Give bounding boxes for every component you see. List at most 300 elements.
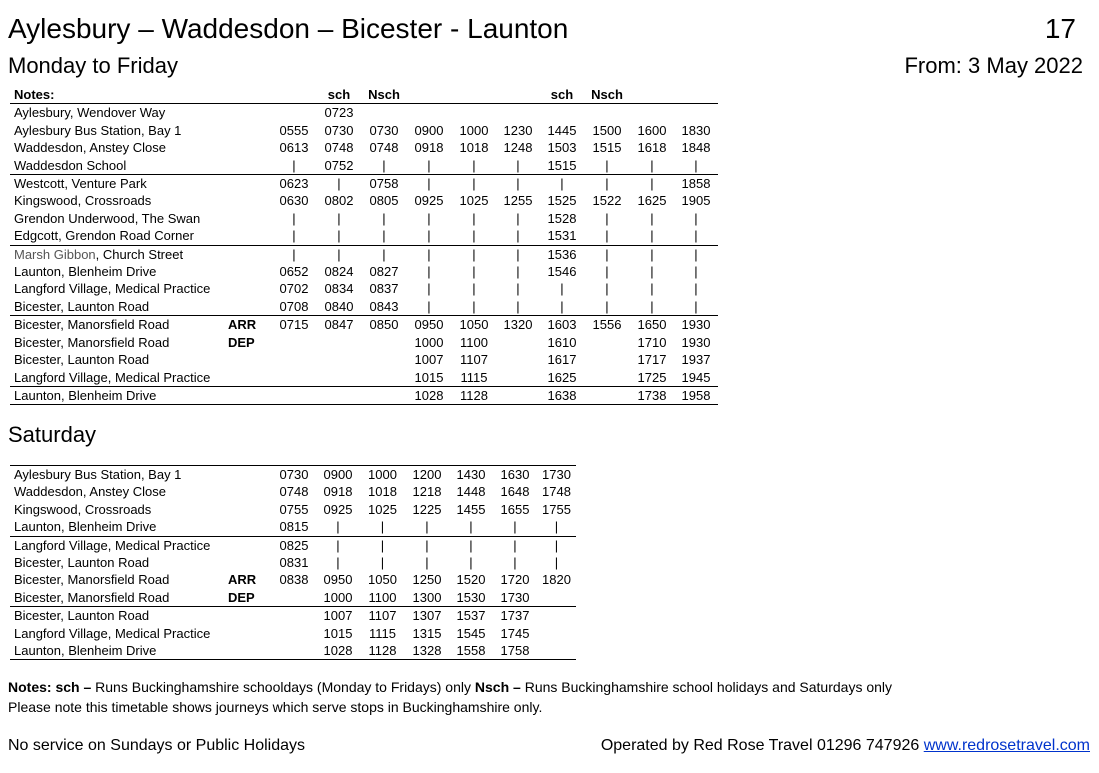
route-number: 17 <box>1044 13 1076 44</box>
stop-name: Langford Village, Medical Practice <box>14 625 211 641</box>
departure-time: 1556 <box>584 316 630 334</box>
departure-time: 1937 <box>681 352 711 368</box>
departure-time: 1830 <box>681 122 711 138</box>
departure-time: 1248 <box>503 140 533 156</box>
departure-time: 0918 <box>414 140 444 156</box>
departure-time: | <box>605 298 609 314</box>
departure-time: 0825 <box>272 536 316 554</box>
departure-time: 0723 <box>324 105 354 121</box>
departure-time: 1100 <box>368 589 397 605</box>
no-service-note: No service on Sundays or Public Holidays <box>8 737 306 754</box>
departure-time: 1625 <box>547 369 577 385</box>
departure-time: | <box>406 175 452 193</box>
stop-name: Waddesdon, Anstey Close <box>14 484 166 500</box>
journey-code <box>406 86 452 104</box>
departure-time: 1028 <box>316 642 360 660</box>
departure-time <box>272 334 316 351</box>
departure-time: 1522 <box>592 193 622 209</box>
arr-dep-marker <box>228 483 272 500</box>
notes-header-row <box>10 86 718 104</box>
departure-time: 1225 <box>412 501 442 517</box>
sch-code: sch – <box>55 679 92 695</box>
arr-dep-marker <box>228 554 272 571</box>
stop-name: Bicester, Launton Road <box>14 352 150 368</box>
arr-dep-marker <box>228 122 272 139</box>
timetable-row <box>10 501 576 518</box>
departure-time: 1500 <box>592 122 622 138</box>
saturday-heading: Saturday <box>8 422 97 447</box>
departure-time: | <box>554 555 559 571</box>
departure-time: | <box>316 245 362 263</box>
departure-time: | <box>427 210 431 226</box>
departure-time: 0748 <box>324 140 354 156</box>
departure-time <box>272 104 316 122</box>
stop-name: Langford Village, Medical Practice <box>10 536 228 554</box>
departure-time: | <box>449 536 493 554</box>
departure-time <box>496 351 540 368</box>
stop-name: Bicester, Launton Road <box>10 607 228 625</box>
departure-time: 0613 <box>279 140 309 156</box>
arr-dep-marker: DEP <box>228 589 255 605</box>
departure-time <box>362 351 406 368</box>
departure-time: | <box>472 264 476 280</box>
stop-name: Aylesbury Bus Station, Bay 1 <box>10 466 228 484</box>
departure-time <box>452 104 496 122</box>
departure-time: 1610 <box>547 334 577 350</box>
departure-time: 1200 <box>405 466 449 484</box>
departure-time: | <box>472 281 476 297</box>
arr-dep-header <box>228 86 272 104</box>
departure-time: | <box>605 228 609 244</box>
departure-time: | <box>605 210 609 226</box>
departure-time: 1015 <box>414 369 444 385</box>
departure-time: | <box>516 157 520 173</box>
saturday-timetable <box>10 465 576 660</box>
notes-label: Notes: <box>8 679 52 695</box>
departure-time: | <box>272 245 316 263</box>
stop-name: Bicester, Manorsfield Road <box>14 572 170 588</box>
departure-time <box>406 104 452 122</box>
departure-time: | <box>694 264 698 280</box>
effective-date: From: 3 May 2022 <box>904 53 1083 78</box>
departure-time: | <box>650 298 654 314</box>
departure-time: 1730 <box>537 466 576 484</box>
departure-time: 1015 <box>323 625 353 641</box>
arr-dep-marker <box>228 227 272 245</box>
stop-name-street: , Church Street <box>95 246 184 262</box>
departure-time: 0802 <box>324 193 354 209</box>
departure-time: | <box>694 210 698 226</box>
departure-time: 1050 <box>452 316 496 334</box>
departure-time <box>496 104 540 122</box>
timetable-row <box>10 334 718 351</box>
departure-time: | <box>537 536 576 554</box>
departure-time: 0748 <box>279 484 309 500</box>
departure-time: 1515 <box>547 157 577 173</box>
departure-time: | <box>496 245 540 263</box>
weekday-timetable <box>10 86 718 405</box>
departure-time: | <box>605 281 609 297</box>
timetable-row <box>10 571 576 588</box>
departure-time: 1107 <box>460 352 488 368</box>
departure-time <box>362 104 406 122</box>
departure-time: 1730 <box>500 589 530 605</box>
departure-time: 1503 <box>547 140 577 156</box>
departure-time: | <box>427 264 431 280</box>
departure-time: 0730 <box>324 122 354 138</box>
departure-time: 1618 <box>637 140 667 156</box>
stop-name: Aylesbury Bus Station, Bay 1 <box>14 122 182 138</box>
arr-dep-marker <box>228 607 272 625</box>
departure-time: 1710 <box>637 334 667 350</box>
departure-time: 1000 <box>414 334 444 350</box>
departure-time: | <box>493 536 537 554</box>
departure-time: 0748 <box>369 140 399 156</box>
departure-time: | <box>382 157 386 173</box>
departure-time: 0715 <box>272 316 316 334</box>
departure-time: 0925 <box>323 501 353 517</box>
arr-dep-marker <box>228 263 272 280</box>
departure-time <box>496 369 540 387</box>
departure-time: 1748 <box>542 484 571 500</box>
arr-dep-marker <box>228 175 272 193</box>
departure-time: | <box>694 228 698 244</box>
weekday-heading: Monday to Friday <box>8 53 178 78</box>
timetable-row <box>10 227 718 245</box>
departure-time: | <box>630 245 674 263</box>
departure-time: 1630 <box>493 466 537 484</box>
departure-time: 1558 <box>449 642 493 660</box>
departure-time: 1000 <box>323 589 353 605</box>
departure-time: 1625 <box>637 193 667 209</box>
arr-dep-marker: ARR <box>228 316 272 334</box>
timetable-row <box>10 245 718 263</box>
departure-time: | <box>337 210 341 226</box>
stop-name: Kingswood, Crossroads <box>14 193 152 209</box>
departure-time: 1255 <box>503 193 533 209</box>
departure-time: 1537 <box>449 607 493 625</box>
departure-time: | <box>694 298 698 314</box>
timetable-row <box>10 263 718 280</box>
stop-name: Edgcott, Grendon Road Corner <box>14 228 194 244</box>
journey-code: Nsch <box>362 86 406 104</box>
stop-name: Aylesbury, Wendover Way <box>14 105 166 121</box>
journey-code <box>674 86 718 104</box>
stop-name: Westcott, Venture Park <box>10 175 228 193</box>
timetable-row <box>10 192 718 209</box>
departure-time: 0730 <box>272 466 316 484</box>
departure-time: | <box>427 298 431 314</box>
arr-dep-marker <box>228 625 272 642</box>
stop-name: Langford Village, Medical Practice <box>14 369 211 385</box>
departure-time: 1820 <box>542 572 571 588</box>
departure-time: 1737 <box>493 607 537 625</box>
arr-dep-marker <box>228 466 272 484</box>
notes-block <box>8 677 892 717</box>
departure-time: 0925 <box>414 193 444 209</box>
departure-time: 1720 <box>500 572 530 588</box>
departure-time: | <box>336 519 340 535</box>
departure-time: 1515 <box>592 140 622 156</box>
departure-time: 1000 <box>459 122 489 138</box>
arr-dep-marker <box>228 298 272 316</box>
departure-time: 0827 <box>369 264 399 280</box>
notes-line-1 <box>8 677 892 697</box>
departure-time: | <box>292 228 296 244</box>
departure-time: 1930 <box>674 316 718 334</box>
departure-time: | <box>316 175 362 193</box>
departure-time: | <box>650 264 654 280</box>
departure-time: | <box>513 555 517 571</box>
departure-time: 1603 <box>540 316 584 334</box>
departure-time: 1115 <box>460 369 488 385</box>
stop-name-town: Marsh Gibbon <box>14 246 96 262</box>
departure-time: 1758 <box>493 642 537 660</box>
timetable-row <box>10 625 576 642</box>
arr-dep-marker <box>228 104 272 122</box>
departure-time: 1717 <box>637 352 667 368</box>
timetable-row <box>10 554 576 571</box>
departure-time: 1300 <box>412 589 442 605</box>
timetable-row <box>10 104 718 122</box>
departure-time: 1745 <box>500 625 530 641</box>
arr-dep-marker <box>228 192 272 209</box>
departure-time: 1858 <box>674 175 718 193</box>
departure-time <box>584 351 630 368</box>
stop-name: Bicester, Manorsfield Road <box>14 334 170 350</box>
departure-time: 1025 <box>368 501 397 517</box>
arr-dep-marker <box>228 139 272 156</box>
timetable-row <box>10 351 718 368</box>
departure-time <box>537 607 576 625</box>
arr-dep-marker <box>228 536 272 554</box>
departure-time <box>584 386 630 404</box>
departure-time: 1905 <box>681 193 711 209</box>
departure-time: 1528 <box>547 210 577 226</box>
stop-name: Langford Village, Medical Practice <box>14 281 211 297</box>
departure-time: 1100 <box>460 334 488 350</box>
departure-time: 0840 <box>324 298 354 314</box>
departure-time <box>316 386 362 404</box>
departure-time: 1648 <box>500 484 530 500</box>
departure-time: 0950 <box>323 572 353 588</box>
timetable-row <box>10 607 576 625</box>
departure-time: 0815 <box>279 519 309 535</box>
departure-time: 1531 <box>547 228 577 244</box>
stop-name: Bicester, Manorsfield Road <box>14 589 170 605</box>
departure-time: 0652 <box>279 264 309 280</box>
departure-time: | <box>469 519 473 535</box>
sch-description: Runs Buckinghamshire schooldays (Monday to Fridays) only <box>91 679 475 695</box>
timetable-row <box>10 386 718 404</box>
departure-time: 0837 <box>369 281 399 297</box>
departure-time: | <box>650 157 654 173</box>
departure-time: | <box>650 281 654 297</box>
departure-time: 0847 <box>316 316 362 334</box>
departure-time <box>272 607 316 625</box>
departure-time: 1328 <box>405 642 449 660</box>
departure-time <box>316 369 362 387</box>
departure-time: 1028 <box>406 386 452 404</box>
departure-time: | <box>560 298 564 314</box>
departure-time: 1530 <box>456 589 486 605</box>
departure-time: | <box>584 175 630 193</box>
departure-time: 1018 <box>459 140 489 156</box>
departure-time: | <box>452 175 496 193</box>
departure-time: 1600 <box>637 122 667 138</box>
departure-time: | <box>540 175 584 193</box>
departure-time: | <box>380 519 385 535</box>
departure-time: 0838 <box>279 572 309 588</box>
notes-header-label: Notes: <box>10 86 228 104</box>
departure-time: 1848 <box>681 140 711 156</box>
timetable-row <box>10 642 576 660</box>
departure-time: 1315 <box>412 625 442 641</box>
departure-time: 0950 <box>406 316 452 334</box>
departure-time <box>272 642 316 660</box>
departure-time: | <box>292 210 296 226</box>
departure-time: | <box>380 555 385 571</box>
departure-time: 1107 <box>360 607 405 625</box>
departure-time: 0850 <box>362 316 406 334</box>
departure-time: | <box>469 555 473 571</box>
departure-time: | <box>362 245 406 263</box>
arr-dep-marker <box>228 210 272 227</box>
departure-time: | <box>554 519 559 535</box>
departure-time: | <box>516 264 520 280</box>
arr-dep-marker <box>228 280 272 297</box>
stop-name: Kingswood, Crossroads <box>14 501 152 517</box>
departure-time <box>540 104 584 122</box>
departure-time: | <box>336 555 340 571</box>
departure-time: 1448 <box>456 484 486 500</box>
departure-time: 1755 <box>542 501 571 517</box>
departure-time: | <box>605 264 609 280</box>
departure-time: 0702 <box>279 281 309 297</box>
journey-code <box>272 86 316 104</box>
departure-time <box>362 386 406 404</box>
timetable-row <box>10 589 576 607</box>
arr-dep-marker <box>228 369 272 387</box>
departure-time <box>272 351 316 368</box>
arr-dep-marker <box>228 351 272 368</box>
departure-time: 1050 <box>368 572 397 588</box>
arr-dep-marker: DEP <box>228 334 255 350</box>
notes-line-2: Please note this timetable shows journeys which serve stops in Buckinghamshire only. <box>8 699 543 715</box>
departure-time: | <box>560 281 564 297</box>
departure-time <box>272 386 316 404</box>
departure-time: | <box>694 281 698 297</box>
departure-time <box>537 642 576 660</box>
departure-time: 0630 <box>279 193 309 209</box>
departure-time: | <box>472 228 476 244</box>
operator-info <box>601 737 1090 755</box>
arr-dep-marker <box>228 642 272 660</box>
journey-code <box>630 86 674 104</box>
departure-time <box>362 369 406 387</box>
stop-name: Bicester, Manorsfield Road <box>10 316 228 334</box>
departure-time: | <box>472 157 476 173</box>
departure-time <box>674 104 718 122</box>
timetable-row <box>10 536 576 554</box>
stop-name: Launton, Blenheim Drive <box>14 264 157 280</box>
departure-time: | <box>425 555 429 571</box>
departure-time: | <box>516 228 520 244</box>
departure-time: 1230 <box>503 122 533 138</box>
departure-time <box>537 589 576 607</box>
departure-time: 1025 <box>459 193 489 209</box>
departure-time: 1546 <box>547 264 577 280</box>
departure-time: | <box>292 157 296 173</box>
departure-time: | <box>427 157 431 173</box>
departure-time: 1930 <box>681 334 711 350</box>
departure-time: 1638 <box>540 386 584 404</box>
departure-time: 1525 <box>547 193 577 209</box>
departure-time: 1218 <box>412 484 442 500</box>
departure-time: 0555 <box>279 122 309 138</box>
departure-time: | <box>513 519 517 535</box>
journey-code <box>452 86 496 104</box>
departure-time: | <box>650 228 654 244</box>
departure-time: 0834 <box>324 281 354 297</box>
journey-code: sch <box>316 86 362 104</box>
stop-name: Bicester, Launton Road <box>14 298 150 314</box>
departure-time: | <box>406 245 452 263</box>
departure-time: 1128 <box>360 642 405 660</box>
departure-time <box>584 104 630 122</box>
departure-time <box>362 334 406 351</box>
departure-time: 0805 <box>369 193 399 209</box>
departure-time: 1945 <box>681 369 711 385</box>
departure-time: | <box>605 157 609 173</box>
departure-time <box>584 369 630 387</box>
departure-time: 1007 <box>316 607 360 625</box>
departure-time: 1455 <box>456 501 486 517</box>
stop-name: Bicester, Launton Road <box>14 555 150 571</box>
stop-name: Waddesdon School <box>14 157 127 173</box>
stop-name: Waddesdon, Anstey Close <box>14 140 166 156</box>
departure-time <box>272 589 316 607</box>
departure-time: 1128 <box>452 386 496 404</box>
stop-name <box>10 245 228 263</box>
timetable-row <box>10 157 718 175</box>
departure-time: 1725 <box>637 369 667 385</box>
nsch-code: Nsch – <box>474 679 521 695</box>
departure-time: 1536 <box>540 245 584 263</box>
departure-time: 0755 <box>279 501 309 517</box>
departure-time: 0918 <box>323 484 353 500</box>
stop-name: Launton, Blenheim Drive <box>10 386 228 404</box>
arr-dep-marker <box>228 501 272 518</box>
operator-website-link[interactable]: www.redrosetravel.com <box>923 737 1090 754</box>
departure-time: | <box>472 298 476 314</box>
stop-name: Grendon Underwood, The Swan <box>14 210 201 226</box>
departure-time: | <box>427 281 431 297</box>
timetable-row <box>10 316 718 334</box>
departure-time <box>496 386 540 404</box>
stop-name: Launton, Blenheim Drive <box>10 642 228 660</box>
journey-code: Nsch <box>584 86 630 104</box>
departure-time: | <box>472 210 476 226</box>
departure-time: 0831 <box>279 555 309 571</box>
departure-time: | <box>405 536 449 554</box>
departure-time: 0900 <box>414 122 444 138</box>
departure-time: 1307 <box>405 607 449 625</box>
departure-time: 0900 <box>316 466 360 484</box>
departure-time: 1650 <box>630 316 674 334</box>
departure-time: 1007 <box>414 352 444 368</box>
departure-time: | <box>382 210 386 226</box>
